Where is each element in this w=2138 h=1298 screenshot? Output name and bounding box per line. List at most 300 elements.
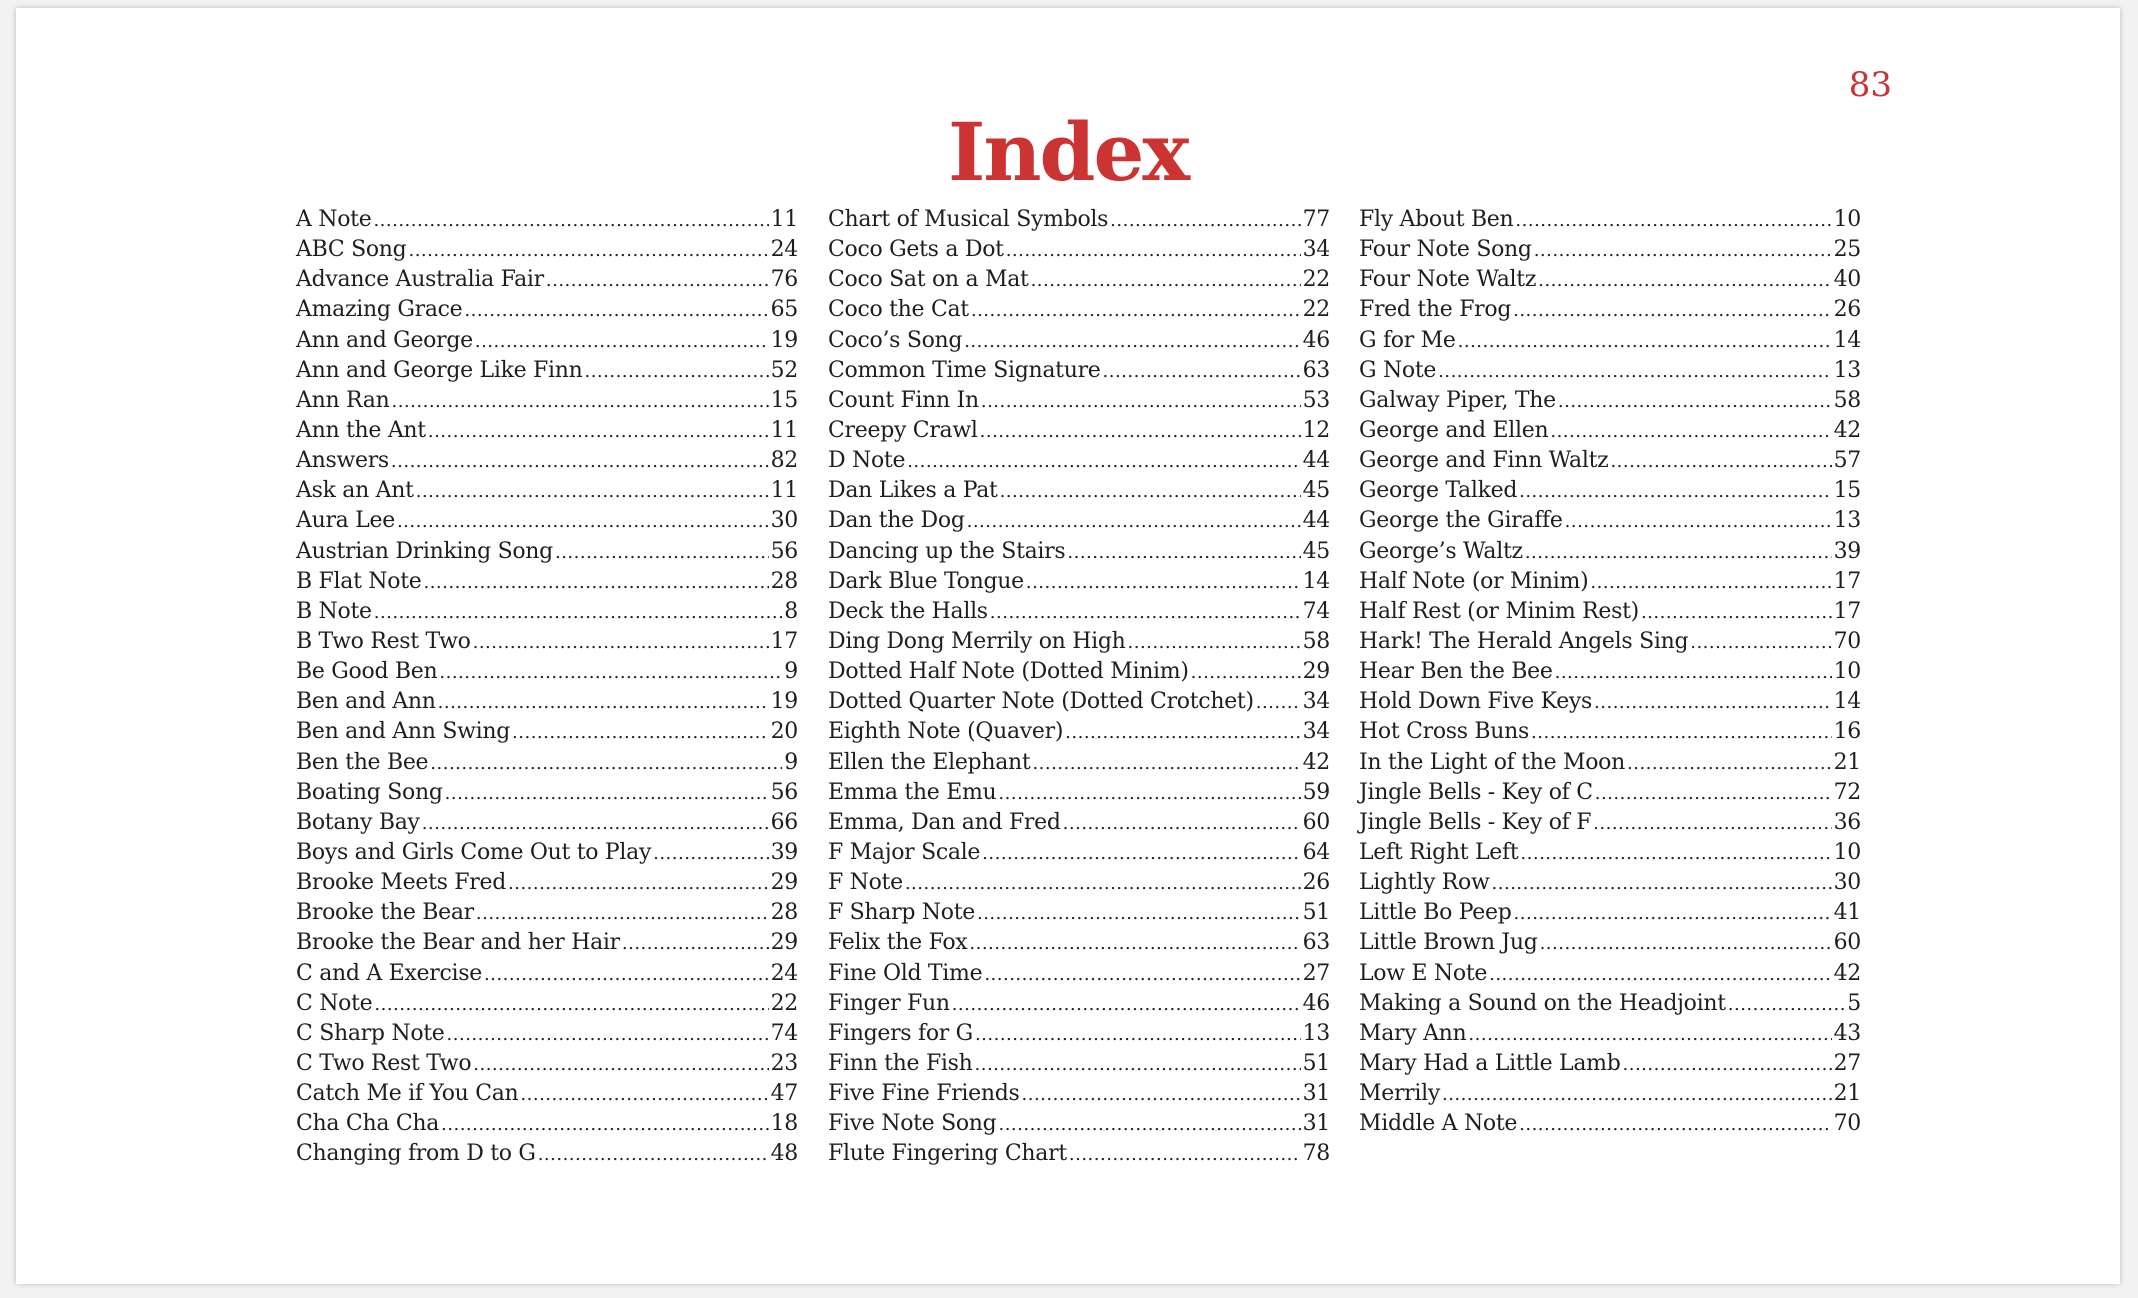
entry-title: C Sharp Note xyxy=(296,1020,445,1046)
entry-page-number: 26 xyxy=(1302,870,1330,896)
entry-title: G Note xyxy=(1359,357,1437,383)
entry-page-number: 15 xyxy=(1833,478,1861,504)
entry-title: George Talked xyxy=(1359,478,1518,504)
index-entry xyxy=(296,1079,798,1109)
entry-title: Emma, Dan and Fred xyxy=(828,809,1061,835)
index-entry xyxy=(828,235,1330,265)
index-entry xyxy=(296,1049,798,1079)
index-entry xyxy=(828,597,1330,627)
dot-leader xyxy=(980,416,1301,447)
index-entry xyxy=(828,959,1330,989)
entry-title: Deck the Halls xyxy=(828,598,988,624)
entry-title: Emma the Emu xyxy=(828,779,997,805)
entry-title: C and A Exercise xyxy=(296,960,482,986)
entry-title: Making a Sound on the Headjoint xyxy=(1359,990,1726,1016)
entry-title: Jingle Bells - Key of F xyxy=(1359,809,1592,835)
dot-leader xyxy=(990,597,1301,628)
entry-page-number: 70 xyxy=(1833,628,1861,654)
entry-title: Fine Old Time xyxy=(828,960,983,986)
entry-page-number: 56 xyxy=(770,538,798,564)
dot-leader xyxy=(653,838,769,869)
entry-page-number: 82 xyxy=(770,448,798,474)
entry-title: Austrian Drinking Song xyxy=(296,538,553,564)
index-entry xyxy=(296,717,798,747)
entry-page-number: 29 xyxy=(770,930,798,956)
entry-title: Fred the Frog xyxy=(1359,297,1512,323)
entry-page-number: 74 xyxy=(1302,598,1330,624)
dot-leader xyxy=(1728,989,1846,1020)
dot-leader xyxy=(520,1079,768,1110)
entry-page-number: 27 xyxy=(1833,1050,1861,1076)
entry-page-number: 41 xyxy=(1833,900,1861,926)
dot-leader xyxy=(1069,1139,1301,1170)
dot-leader xyxy=(1550,416,1831,447)
entry-title: Five Fine Friends xyxy=(828,1081,1020,1107)
dot-leader xyxy=(975,1049,1301,1080)
entry-page-number: 56 xyxy=(770,779,798,805)
dot-leader xyxy=(445,778,769,809)
index-entry xyxy=(828,687,1330,717)
entry-title: Advance Australia Fair xyxy=(296,267,544,293)
entry-page-number: 39 xyxy=(1833,538,1861,564)
entry-page-number: 24 xyxy=(770,237,798,263)
index-entry xyxy=(1359,778,1861,808)
entry-page-number: 20 xyxy=(770,719,798,745)
index-entry xyxy=(828,567,1330,597)
dot-leader xyxy=(977,898,1301,929)
dot-leader xyxy=(422,808,769,839)
entry-page-number: 48 xyxy=(770,1141,798,1167)
dot-leader xyxy=(439,657,782,688)
index-entry xyxy=(1359,446,1861,476)
entry-title: Brooke Meets Fred xyxy=(296,870,506,896)
entry-title: ABC Song xyxy=(296,237,407,263)
dot-leader xyxy=(508,868,769,899)
entry-title: Common Time Signature xyxy=(828,357,1101,383)
entry-page-number: 14 xyxy=(1833,689,1861,715)
index-entry xyxy=(1359,295,1861,325)
dot-leader xyxy=(971,295,1301,326)
entry-title: Lightly Row xyxy=(1359,870,1490,896)
entry-page-number: 40 xyxy=(1833,267,1861,293)
entry-title: Changing from D to G xyxy=(296,1141,536,1167)
entry-page-number: 34 xyxy=(1302,237,1330,263)
dot-leader xyxy=(1442,1079,1832,1110)
dot-leader xyxy=(1519,1109,1831,1140)
dot-leader xyxy=(1110,205,1300,236)
index-entry xyxy=(828,537,1330,567)
entry-title: Little Bo Peep xyxy=(1359,900,1512,926)
dot-leader xyxy=(1590,567,1831,598)
index-entry xyxy=(296,898,798,928)
entry-title: Little Brown Jug xyxy=(1359,930,1538,956)
entry-page-number: 66 xyxy=(770,809,798,835)
entry-page-number: 23 xyxy=(770,1050,798,1076)
index-entry xyxy=(296,326,798,356)
entry-page-number: 34 xyxy=(1302,689,1330,715)
index-entry xyxy=(1359,1079,1861,1109)
entry-page-number: 58 xyxy=(1302,628,1330,654)
dot-leader xyxy=(1022,1079,1301,1110)
entry-page-number: 59 xyxy=(1302,779,1330,805)
index-entry xyxy=(828,386,1330,416)
entry-title: B Note xyxy=(296,598,372,624)
entry-page-number: 46 xyxy=(1302,327,1330,353)
entry-page-number: 63 xyxy=(1302,930,1330,956)
entry-title: Boys and Girls Come Out to Play xyxy=(296,839,652,865)
entry-page-number: 74 xyxy=(770,1020,798,1046)
entry-title: Ben the Bee xyxy=(296,749,429,775)
dot-leader xyxy=(952,989,1301,1020)
entry-title: Creepy Crawl xyxy=(828,417,978,443)
entry-title: Merrily xyxy=(1359,1081,1440,1107)
entry-title: Ann Ran xyxy=(296,387,390,413)
entry-page-number: 16 xyxy=(1833,719,1861,745)
entry-title: Ben and Ann xyxy=(296,689,436,715)
index-entry xyxy=(296,205,798,235)
dot-leader xyxy=(1641,597,1832,628)
entry-page-number: 27 xyxy=(1302,960,1330,986)
index-entry xyxy=(1359,1109,1861,1139)
entry-title: Dark Blue Tongue xyxy=(828,568,1024,594)
entry-title: George’s Waltz xyxy=(1359,538,1523,564)
entry-page-number: 21 xyxy=(1833,1081,1861,1107)
entry-page-number: 45 xyxy=(1302,538,1330,564)
dot-leader xyxy=(584,356,768,387)
dot-leader xyxy=(374,597,783,628)
index-entry xyxy=(828,1139,1330,1169)
entry-title: Ellen the Elephant xyxy=(828,749,1031,775)
index-entry xyxy=(1359,1019,1861,1049)
entry-title: F Major Scale xyxy=(828,839,981,865)
index-entry xyxy=(828,1049,1330,1079)
dot-leader xyxy=(475,326,769,357)
index-column-1 xyxy=(296,205,798,1170)
entry-page-number: 51 xyxy=(1302,1050,1330,1076)
entry-title: Ben and Ann Swing xyxy=(296,719,511,745)
entry-title: Five Note Song xyxy=(828,1111,997,1137)
index-entry xyxy=(828,265,1330,295)
entry-page-number: 19 xyxy=(770,689,798,715)
entry-title: D Note xyxy=(828,448,906,474)
entry-page-number: 57 xyxy=(1833,448,1861,474)
index-entry xyxy=(296,627,798,657)
index-entry xyxy=(296,657,798,687)
index-entry xyxy=(828,416,1330,446)
entry-page-number: 9 xyxy=(784,749,798,775)
entry-page-number: 51 xyxy=(1302,900,1330,926)
entry-title: Hark! The Herald Angels Sing xyxy=(1359,628,1689,654)
index-entry xyxy=(296,928,798,958)
index-entry xyxy=(1359,567,1861,597)
entry-title: G for Me xyxy=(1359,327,1456,353)
index-entry xyxy=(1359,235,1861,265)
dot-leader xyxy=(905,868,1301,899)
index-entry xyxy=(1359,356,1861,386)
dot-leader xyxy=(374,989,768,1020)
entry-title: F Note xyxy=(828,870,903,896)
entry-title: Dancing up the Stairs xyxy=(828,538,1066,564)
dot-leader xyxy=(391,386,768,417)
dot-leader xyxy=(1534,235,1832,266)
dot-leader xyxy=(984,959,1300,990)
dot-leader xyxy=(441,1109,769,1140)
dot-leader xyxy=(423,567,768,598)
index-entry xyxy=(296,295,798,325)
entry-page-number: 15 xyxy=(770,387,798,413)
entry-page-number: 26 xyxy=(1833,297,1861,323)
entry-title: Ann the Ant xyxy=(296,417,426,443)
entry-title: Four Note Waltz xyxy=(1359,267,1537,293)
entry-page-number: 36 xyxy=(1833,809,1861,835)
index-entry xyxy=(1359,326,1861,356)
entry-title: Boating Song xyxy=(296,779,443,805)
dot-leader xyxy=(967,506,1301,537)
entry-page-number: 30 xyxy=(1833,870,1861,896)
index-entry xyxy=(1359,868,1861,898)
entry-title: A Note xyxy=(296,207,372,232)
dot-leader xyxy=(1531,717,1832,748)
index-entry xyxy=(828,928,1330,958)
entry-title: Dotted Half Note (Dotted Minim) xyxy=(828,659,1189,685)
dot-leader xyxy=(998,778,1300,809)
entry-page-number: 29 xyxy=(1302,659,1330,685)
dot-leader xyxy=(373,205,768,236)
index-entry xyxy=(296,1109,798,1139)
index-entry xyxy=(828,476,1330,506)
entry-page-number: 9 xyxy=(784,659,798,685)
page-title: Index xyxy=(947,105,1189,199)
index-entry xyxy=(296,748,798,778)
dot-leader xyxy=(464,295,768,326)
index-entry xyxy=(1359,476,1861,506)
dot-leader xyxy=(1519,476,1831,507)
dot-leader xyxy=(969,928,1300,959)
entry-page-number: 14 xyxy=(1833,327,1861,353)
entry-page-number: 8 xyxy=(784,598,798,624)
entry-title: Half Rest (or Minim Rest) xyxy=(1359,598,1639,624)
dot-leader xyxy=(1514,898,1832,929)
dot-leader xyxy=(546,265,769,296)
dot-leader xyxy=(1032,748,1300,779)
entry-page-number: 31 xyxy=(1302,1081,1330,1107)
dot-leader xyxy=(484,959,769,990)
index-entry xyxy=(1359,205,1861,235)
dot-leader xyxy=(998,1109,1300,1140)
entry-page-number: 11 xyxy=(770,478,798,504)
entry-page-number: 17 xyxy=(1833,598,1861,624)
index-entry xyxy=(828,1019,1330,1049)
index-entry xyxy=(1359,506,1861,536)
dot-leader xyxy=(1006,235,1301,266)
entry-page-number: 11 xyxy=(770,207,798,232)
entry-title: Count Finn In xyxy=(828,387,979,413)
entry-title: In the Light of the Moon xyxy=(1359,749,1625,775)
index-entry xyxy=(828,356,1330,386)
entry-page-number: 63 xyxy=(1302,357,1330,383)
entry-page-number: 10 xyxy=(1833,207,1861,232)
index-entry xyxy=(296,1019,798,1049)
entry-page-number: 13 xyxy=(1302,1020,1330,1046)
entry-page-number: 52 xyxy=(770,357,798,383)
index-entry xyxy=(1359,597,1861,627)
dot-leader xyxy=(555,537,769,568)
dot-leader xyxy=(1513,295,1831,326)
entry-page-number: 60 xyxy=(1302,809,1330,835)
entry-page-number: 28 xyxy=(770,568,798,594)
dot-leader xyxy=(1565,506,1832,537)
dot-leader xyxy=(430,748,782,779)
entry-title: Coco’s Song xyxy=(828,327,963,353)
dot-leader xyxy=(1558,386,1832,417)
entry-page-number: 22 xyxy=(1302,267,1330,293)
entry-title: Finger Fun xyxy=(828,990,950,1016)
entry-page-number: 10 xyxy=(1833,659,1861,685)
dot-leader xyxy=(538,1139,769,1170)
entry-title: Middle A Note xyxy=(1359,1111,1518,1137)
index-page xyxy=(16,8,2120,1284)
index-entry xyxy=(828,838,1330,868)
index-column-3 xyxy=(1359,205,1861,1139)
index-entry xyxy=(296,687,798,717)
entry-page-number: 22 xyxy=(770,990,798,1016)
entry-page-number: 72 xyxy=(1833,779,1861,805)
entry-title: George and Finn Waltz xyxy=(1359,448,1609,474)
dot-leader xyxy=(1525,537,1832,568)
index-entry xyxy=(1359,838,1861,868)
entry-page-number: 64 xyxy=(1302,839,1330,865)
entry-page-number: 19 xyxy=(770,327,798,353)
index-entry xyxy=(296,989,798,1019)
entry-title: Mary Had a Little Lamb xyxy=(1359,1050,1621,1076)
entry-page-number: 58 xyxy=(1833,387,1861,413)
index-entry xyxy=(1359,537,1861,567)
dot-leader xyxy=(907,446,1300,477)
index-entry xyxy=(828,506,1330,536)
dot-leader xyxy=(1256,687,1301,718)
index-entry xyxy=(828,295,1330,325)
index-entry xyxy=(296,567,798,597)
entry-page-number: 5 xyxy=(1847,990,1861,1016)
dot-leader xyxy=(447,1019,769,1050)
index-entry xyxy=(296,265,798,295)
index-entry xyxy=(828,778,1330,808)
dot-leader xyxy=(1191,657,1301,688)
entry-title: B Two Rest Two xyxy=(296,628,471,654)
entry-title: Fingers for G xyxy=(828,1020,973,1046)
dot-leader xyxy=(1065,717,1300,748)
index-entry xyxy=(296,356,798,386)
index-entry xyxy=(1359,898,1861,928)
index-entry xyxy=(1359,808,1861,838)
entry-page-number: 25 xyxy=(1833,237,1861,263)
entry-page-number: 24 xyxy=(770,960,798,986)
index-entry xyxy=(296,778,798,808)
entry-page-number: 42 xyxy=(1302,749,1330,775)
entry-page-number: 10 xyxy=(1833,839,1861,865)
entry-page-number: 34 xyxy=(1302,719,1330,745)
entry-page-number: 21 xyxy=(1833,749,1861,775)
dot-leader xyxy=(1489,959,1832,990)
dot-leader xyxy=(1593,808,1831,839)
dot-leader xyxy=(397,506,769,537)
entry-title: Cha Cha Cha xyxy=(296,1111,440,1137)
index-entry xyxy=(828,898,1330,928)
index-entry xyxy=(1359,657,1861,687)
entry-title: Jingle Bells - Key of C xyxy=(1359,779,1593,805)
entry-page-number: 39 xyxy=(770,839,798,865)
entry-page-number: 14 xyxy=(1302,568,1330,594)
entry-title: Coco the Cat xyxy=(828,297,969,323)
entry-title: Answers xyxy=(296,448,389,474)
entry-page-number: 65 xyxy=(770,297,798,323)
entry-title: Hot Cross Buns xyxy=(1359,719,1530,745)
dot-leader xyxy=(1515,205,1831,236)
dot-leader xyxy=(438,687,769,718)
dot-leader xyxy=(1128,627,1301,658)
dot-leader xyxy=(1610,446,1831,477)
dot-leader xyxy=(473,627,769,658)
entry-title: Felix the Fox xyxy=(828,930,968,956)
entry-page-number: 77 xyxy=(1302,207,1330,232)
index-column-2 xyxy=(828,205,1330,1170)
dot-leader xyxy=(416,476,769,507)
entry-page-number: 18 xyxy=(770,1111,798,1137)
index-entry xyxy=(828,808,1330,838)
index-entry xyxy=(296,597,798,627)
dot-leader xyxy=(1026,567,1301,598)
entry-page-number: 53 xyxy=(1302,387,1330,413)
entry-title: F Sharp Note xyxy=(828,900,975,926)
index-entry xyxy=(1359,265,1861,295)
entry-title: Hold Down Five Keys xyxy=(1359,689,1593,715)
entry-page-number: 60 xyxy=(1833,930,1861,956)
index-entry xyxy=(1359,717,1861,747)
entry-title: Mary Ann xyxy=(1359,1020,1467,1046)
entry-page-number: 13 xyxy=(1833,357,1861,383)
entry-title: Catch Me if You Can xyxy=(296,1081,519,1107)
entry-title: Half Note (or Minim) xyxy=(1359,568,1589,594)
index-entry xyxy=(1359,989,1861,1019)
entry-page-number: 45 xyxy=(1302,478,1330,504)
index-entry xyxy=(296,446,798,476)
entry-title: George and Ellen xyxy=(1359,417,1549,443)
index-entry xyxy=(296,386,798,416)
index-entry xyxy=(828,326,1330,356)
entry-title: Chart of Musical Symbols xyxy=(828,207,1109,232)
entry-title: Left Right Left xyxy=(1359,839,1519,865)
index-entry xyxy=(828,989,1330,1019)
entry-page-number: 30 xyxy=(770,508,798,534)
entry-title: Ding Dong Merrily on High xyxy=(828,628,1126,654)
index-entry xyxy=(1359,1049,1861,1079)
entry-page-number: 42 xyxy=(1833,960,1861,986)
entry-title: Eighth Note (Quaver) xyxy=(828,719,1064,745)
index-entry xyxy=(828,868,1330,898)
dot-leader xyxy=(1492,868,1832,899)
entry-title: Ann and George xyxy=(296,327,473,353)
entry-page-number: 43 xyxy=(1833,1020,1861,1046)
entry-page-number: 76 xyxy=(770,267,798,293)
entry-title: Low E Note xyxy=(1359,960,1488,986)
entry-title: Finn the Fish xyxy=(828,1050,973,1076)
index-entry xyxy=(1359,928,1861,958)
entry-page-number: 31 xyxy=(1302,1111,1330,1137)
index-entry xyxy=(828,657,1330,687)
dot-leader xyxy=(1103,356,1301,387)
entry-page-number: 28 xyxy=(770,900,798,926)
dot-leader xyxy=(1540,928,1832,959)
